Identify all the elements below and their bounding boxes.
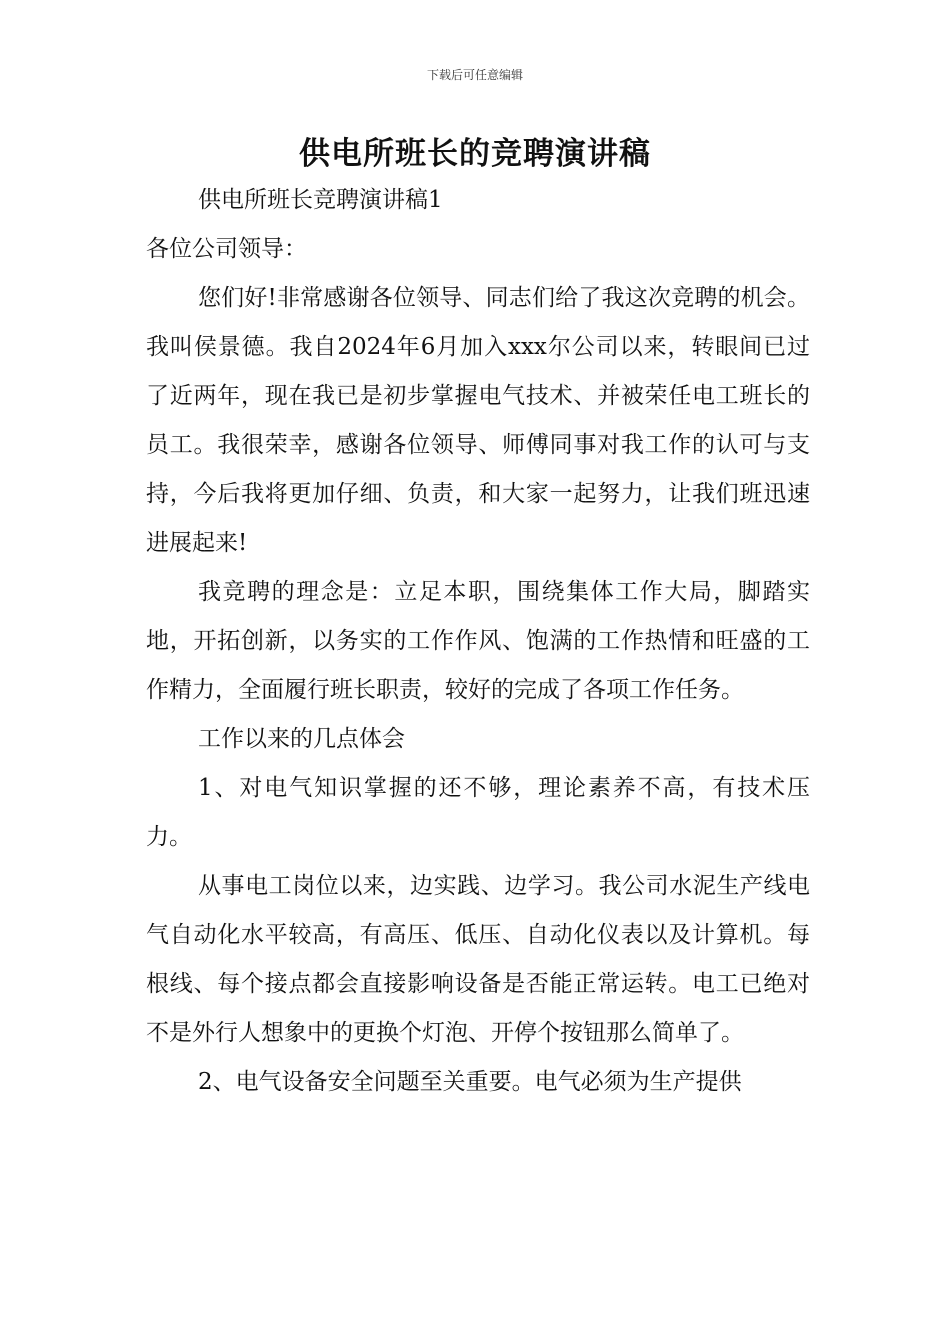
- header-note: 下载后可任意编辑: [426, 68, 523, 82]
- salutation-paragraph: 各位公司领导：: [146, 236, 307, 262]
- practice-paragraph: 从事电工岗位以来，边实践、边学习。我公司水泥生产线电气自动化水平较高，有高压、低压、自动化仪表以及计算机。每根线、每个接点都会直接影响设备是否能正常运转。电工已绝对不是外行人想象中的更换个灯泡、开停个按钮那么简单了。: [146, 873, 810, 1046]
- concept-paragraph: 我竞聘的理念是：立足本职，围绕集体工作大局，脚踏实地，开拓创新，以务实的工作作风、饱满的工作热情和旺盛的工作精力，全面履行班长职责，较好的完成了各项工作任务。: [146, 579, 810, 703]
- document-body: [146, 176, 810, 1107]
- document-title: 供电所班长的竞聘演讲稿: [299, 136, 651, 172]
- point-two-paragraph: 2、电气设备安全问题至关重要。电气必须为生产提供: [198, 1069, 742, 1095]
- section-heading-paragraph: 工作以来的几点体会: [198, 726, 405, 752]
- point-one-paragraph: 1、对电气知识掌握的还不够，理论素养不高，有技术压力。: [146, 775, 810, 850]
- intro-paragraph: 您们好!非常感谢各位领导、同志们给了我这次竞聘的机会。我叫侯景德。我自2024年6月加入xxx尔公司以来，转眼间已过了近两年，现在我已是初步掌握电气技术、并被荣任电工班长的员工。我很荣幸，感谢各位领导、师傅同事对我工作的认可与支持，今后我将更加仔细、负责，和大家一起努力，让我们班迅速进展起来!: [146, 285, 810, 556]
- subtitle-paragraph: 供电所班长竞聘演讲稿1: [198, 187, 443, 213]
